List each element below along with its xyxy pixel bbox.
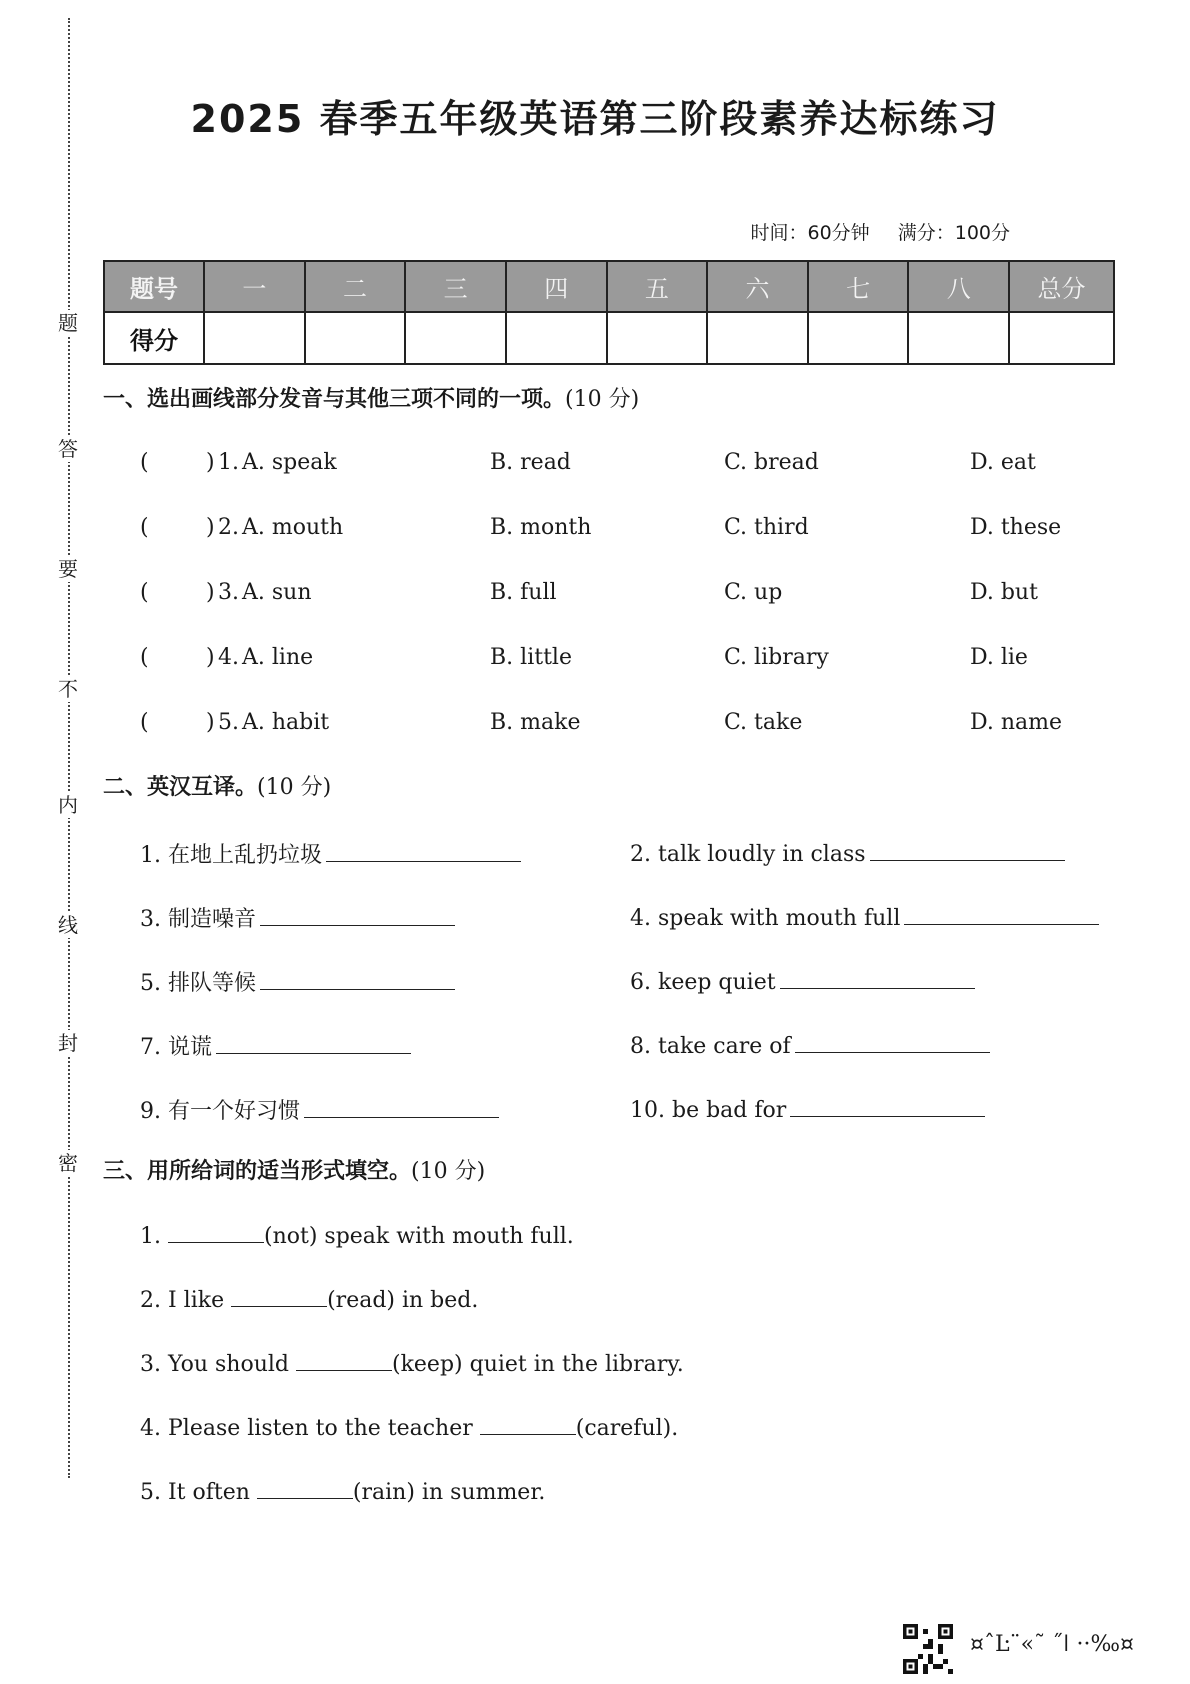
section-points: (10 分): [257, 775, 332, 800]
answer-blank[interactable]: [216, 1031, 411, 1054]
qr-code-icon: [903, 1624, 953, 1674]
option-a: A. mouth: [242, 515, 344, 540]
answer-blank[interactable]: [257, 1478, 353, 1499]
header-cell: 八: [908, 261, 1009, 312]
score-row: [104, 312, 1114, 364]
answer-paren-close: ): [206, 645, 215, 670]
section-points: (10 分): [565, 387, 640, 412]
fill-suffix: (keep) quiet in the library.: [392, 1352, 684, 1377]
translation-prompt: 6. keep quiet: [630, 970, 776, 995]
translation-item: [630, 902, 1099, 931]
translation-prompt: 9. 有一个好习惯: [140, 1099, 300, 1124]
option-a: A. line: [242, 645, 314, 670]
score-row-label: 得分: [104, 312, 204, 364]
header-cell: 七: [808, 261, 909, 312]
time-limit: 时间：60分钟: [750, 222, 870, 244]
seal-char: 内: [55, 792, 81, 818]
header-cell: 题号: [104, 261, 204, 312]
seal-char: 题: [55, 310, 81, 336]
answer-blank[interactable]: [904, 902, 1099, 925]
option-d: D. eat: [970, 450, 1036, 475]
fill-suffix: (read) in bed.: [327, 1288, 479, 1313]
header-cell: 二: [305, 261, 406, 312]
translation-prompt: 5. 排队等候: [140, 971, 256, 996]
answer-paren-close: ): [206, 515, 215, 540]
option-b: B. month: [490, 515, 592, 540]
option-b: B. little: [490, 645, 572, 670]
translation-item: [630, 1030, 990, 1059]
option-d: D. these: [970, 515, 1062, 540]
option-d: D. name: [970, 710, 1063, 735]
translation-item: [630, 966, 975, 995]
score-cell[interactable]: [405, 312, 506, 364]
question-number: 1.: [218, 450, 239, 475]
answer-blank[interactable]: [168, 1222, 264, 1243]
fill-item: [140, 1478, 545, 1505]
fill-item: [140, 1222, 574, 1249]
translation-item: [140, 1030, 411, 1061]
fill-prefix: 2. I like: [140, 1288, 232, 1313]
page-title: 2025 春季五年级英语第三阶段素养达标练习: [190, 97, 1000, 141]
fill-item: [140, 1286, 478, 1313]
fill-prefix: 3. You should: [140, 1352, 296, 1377]
answer-paren-close: ): [206, 450, 215, 475]
answer-blank[interactable]: [296, 1350, 392, 1371]
seal-char: 不: [55, 676, 81, 702]
answer-paren-open[interactable]: (: [140, 710, 149, 735]
answer-blank[interactable]: [231, 1286, 327, 1307]
translation-item: [140, 966, 455, 997]
header-cell: 一: [204, 261, 305, 312]
footer-text: ¤ˆĿ¨«˜ ˝ǀ ··‰¤: [970, 1632, 1135, 1657]
option-b: B. full: [490, 580, 557, 605]
answer-blank[interactable]: [304, 1095, 499, 1118]
score-cell[interactable]: [506, 312, 607, 364]
section-title: 二、英汉互译。: [103, 775, 258, 800]
header-cell: 六: [707, 261, 808, 312]
score-cell[interactable]: [305, 312, 406, 364]
score-cell[interactable]: [204, 312, 305, 364]
answer-paren-open[interactable]: (: [140, 450, 149, 475]
seal-char: 封: [55, 1030, 81, 1056]
exam-meta: [729, 218, 1011, 245]
answer-blank[interactable]: [795, 1030, 990, 1053]
fill-suffix: (not) speak with mouth full.: [263, 1224, 574, 1249]
header-cell: 五: [607, 261, 708, 312]
score-cell[interactable]: [908, 312, 1009, 364]
question-row: [140, 450, 1100, 480]
translation-item: [140, 838, 521, 869]
section2-heading: [103, 770, 331, 801]
answer-paren-open[interactable]: (: [140, 580, 149, 605]
option-d: D. lie: [970, 645, 1028, 670]
answer-blank[interactable]: [870, 838, 1065, 861]
answer-blank[interactable]: [326, 839, 521, 862]
translation-prompt: 10. be bad for: [630, 1098, 787, 1123]
seal-char: 线: [55, 912, 81, 938]
section-title: 三、用所给词的适当形式填空。: [103, 1159, 412, 1184]
fill-prefix: 5. It often: [140, 1480, 257, 1505]
score-cell[interactable]: [1009, 312, 1114, 364]
option-c: C. take: [724, 710, 803, 735]
translation-prompt: 4. speak with mouth full: [630, 906, 901, 931]
score-cell[interactable]: [607, 312, 708, 364]
seal-char: 答: [55, 436, 81, 462]
answer-blank[interactable]: [790, 1094, 985, 1117]
section3-heading: [103, 1154, 485, 1185]
score-cell[interactable]: [808, 312, 909, 364]
answer-paren-close: ): [206, 710, 215, 735]
fill-item: [140, 1414, 678, 1441]
answer-blank[interactable]: [260, 967, 455, 990]
fill-prefix: 4. Please listen to the teacher: [140, 1416, 480, 1441]
translation-item: [140, 1094, 499, 1125]
seal-char: 密: [55, 1150, 81, 1176]
option-a: A. speak: [242, 450, 337, 475]
section-title: 一、选出画线部分发音与其他三项不同的一项。: [103, 387, 566, 412]
header-cell: 四: [506, 261, 607, 312]
option-c: C. bread: [724, 450, 819, 475]
answer-blank[interactable]: [260, 903, 455, 926]
question-row: [140, 580, 1100, 610]
option-a: A. habit: [242, 710, 330, 735]
seal-char: 要: [55, 556, 81, 582]
score-table-header: [104, 261, 1114, 312]
header-cell: 总分: [1009, 261, 1114, 312]
translation-prompt: 3. 制造噪音: [140, 907, 256, 932]
question-number: 3.: [218, 580, 239, 605]
score-table: [103, 260, 1115, 365]
question-row: [140, 515, 1100, 545]
fill-item: [140, 1350, 684, 1377]
question-row: [140, 710, 1100, 740]
option-c: C. library: [724, 645, 829, 670]
option-a: A. sun: [242, 580, 312, 605]
question-number: 2.: [218, 515, 239, 540]
answer-paren-close: ): [206, 580, 215, 605]
section1-heading: [103, 382, 639, 413]
translation-prompt: 8. take care of: [630, 1034, 791, 1059]
question-number: 5.: [218, 710, 239, 735]
answer-paren-open[interactable]: (: [140, 515, 149, 540]
option-d: D. but: [970, 580, 1038, 605]
option-b: B. make: [490, 710, 581, 735]
answer-paren-open[interactable]: (: [140, 645, 149, 670]
translation-prompt: 1. 在地上乱扔垃圾: [140, 843, 322, 868]
binding-dotted-line: [68, 18, 70, 1478]
full-score: 满分：100分: [897, 222, 1010, 244]
translation-prompt: 2. talk loudly in class: [630, 842, 866, 867]
answer-blank[interactable]: [480, 1414, 576, 1435]
section-points: (10 分): [411, 1159, 486, 1184]
question-row: [140, 645, 1100, 675]
score-cell[interactable]: [707, 312, 808, 364]
translation-item: [140, 902, 455, 933]
translation-item: [630, 838, 1065, 867]
option-c: C. third: [724, 515, 809, 540]
translation-prompt: 7. 说谎: [140, 1035, 212, 1060]
option-c: C. up: [724, 580, 783, 605]
fill-suffix: (careful).: [575, 1416, 679, 1441]
fill-prefix: 1.: [140, 1224, 168, 1249]
translation-item: [630, 1094, 985, 1123]
header-cell: 三: [405, 261, 506, 312]
fill-suffix: (rain) in summer.: [352, 1480, 546, 1505]
option-b: B. read: [490, 450, 571, 475]
answer-blank[interactable]: [780, 966, 975, 989]
question-number: 4.: [218, 645, 239, 670]
